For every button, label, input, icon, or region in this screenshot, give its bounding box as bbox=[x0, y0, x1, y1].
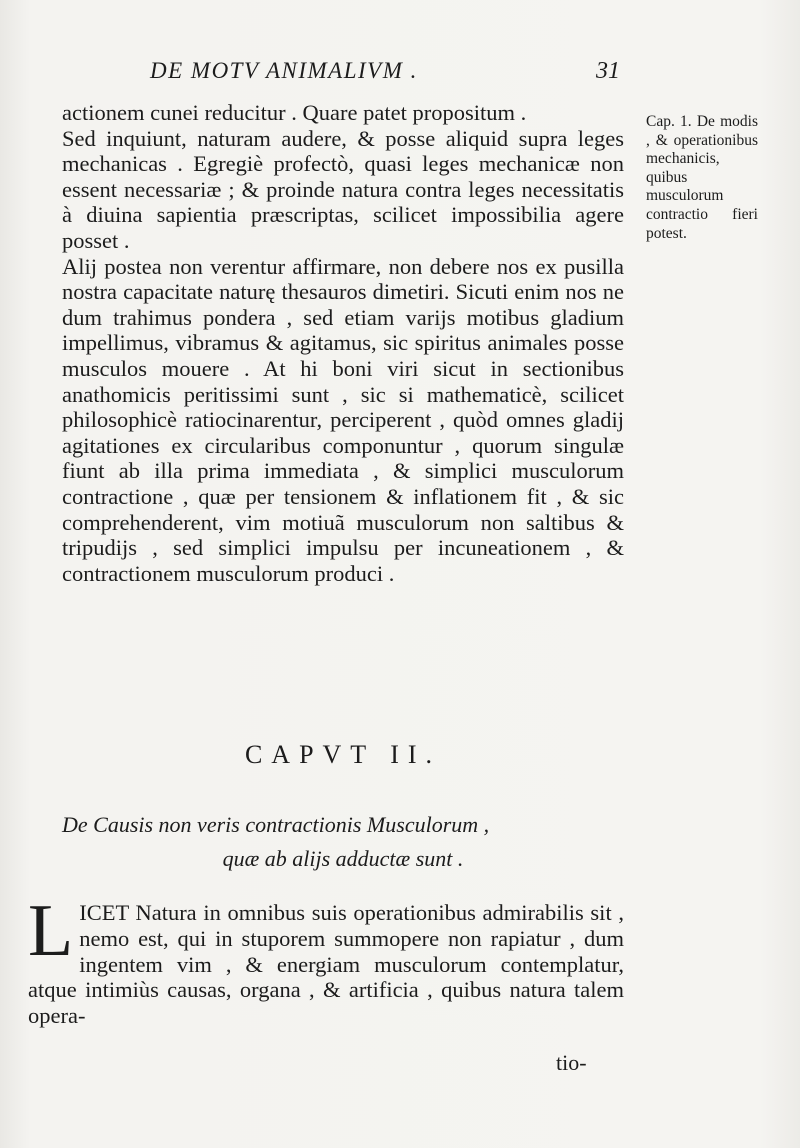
running-title: DE MOTV ANIMALIVM . bbox=[150, 58, 418, 83]
chapter-paragraph: ICET Natura in omnibus suis operationibus admirabilis sit , nemo est, qui in stuporem summopere non rapiatur , dum ingentem vim , & energiam musculorum contemplatur, atque intimiùs causas, organa , & artificia , quibus natura talem opera- bbox=[28, 900, 624, 1029]
chapter-subtitle-line-2: quæ ab alijs adductæ sunt . bbox=[222, 846, 464, 871]
catchword: tio- bbox=[556, 1050, 587, 1075]
chapter-heading: CAPVT II. bbox=[244, 740, 442, 769]
paragraph-1: actionem cunei reducitur . Quare patet propositum . bbox=[62, 100, 527, 125]
drop-cap: L bbox=[28, 890, 74, 972]
running-head bbox=[150, 58, 620, 94]
chapter-subtitle bbox=[62, 808, 624, 876]
chapter-body bbox=[28, 890, 624, 1029]
main-text bbox=[62, 100, 624, 586]
paragraph-2: Sed inquiunt, naturam audere, & posse aliquid supra leges mechanicas . Egregiè profectò, quasi leges mechanicæ non essent necessariæ ; & proinde natura contra leges necessitatis à diuina sapientia præscriptas, scilicet impossibilia agere posset . bbox=[62, 125, 624, 253]
page-number: 31 bbox=[596, 58, 620, 84]
paragraph-3: Alij postea non verentur affirmare, non debere nos ex pusilla nostra capacitate naturę thesauros dimetiri. Sicuti enim nos ne dum trahimus pondera , sed etiam varijs motibus gladium impellimus, vibramus & agitamus, sic spiritus animales posse musculos mouere . At hi boni viri sicut in sectionibus anathomicis peritissimi sunt , sic si mathematicè, scilicet philosophicè ratiocinarentur, perciperent , quòd omnes gladij agitationes ex circularibus componuntur , quorum singulæ fiunt ab illa prima immediata , & simplici musculorum contractione , quæ per tensionem & inflationem fit , & sic comprehenderent, vim motiuã musculorum non saltibus & tripudijs , sed simplici impulsu per incuneationem , & contractionem musculorum produci . bbox=[62, 253, 624, 586]
margin-note: Cap. 1. De modis , & operationibus mechanicis, quibus musculorum contractio fieri potest. bbox=[646, 113, 758, 242]
chapter-subtitle-line-1: De Causis non veris contractionis Musculorum , bbox=[62, 812, 490, 837]
